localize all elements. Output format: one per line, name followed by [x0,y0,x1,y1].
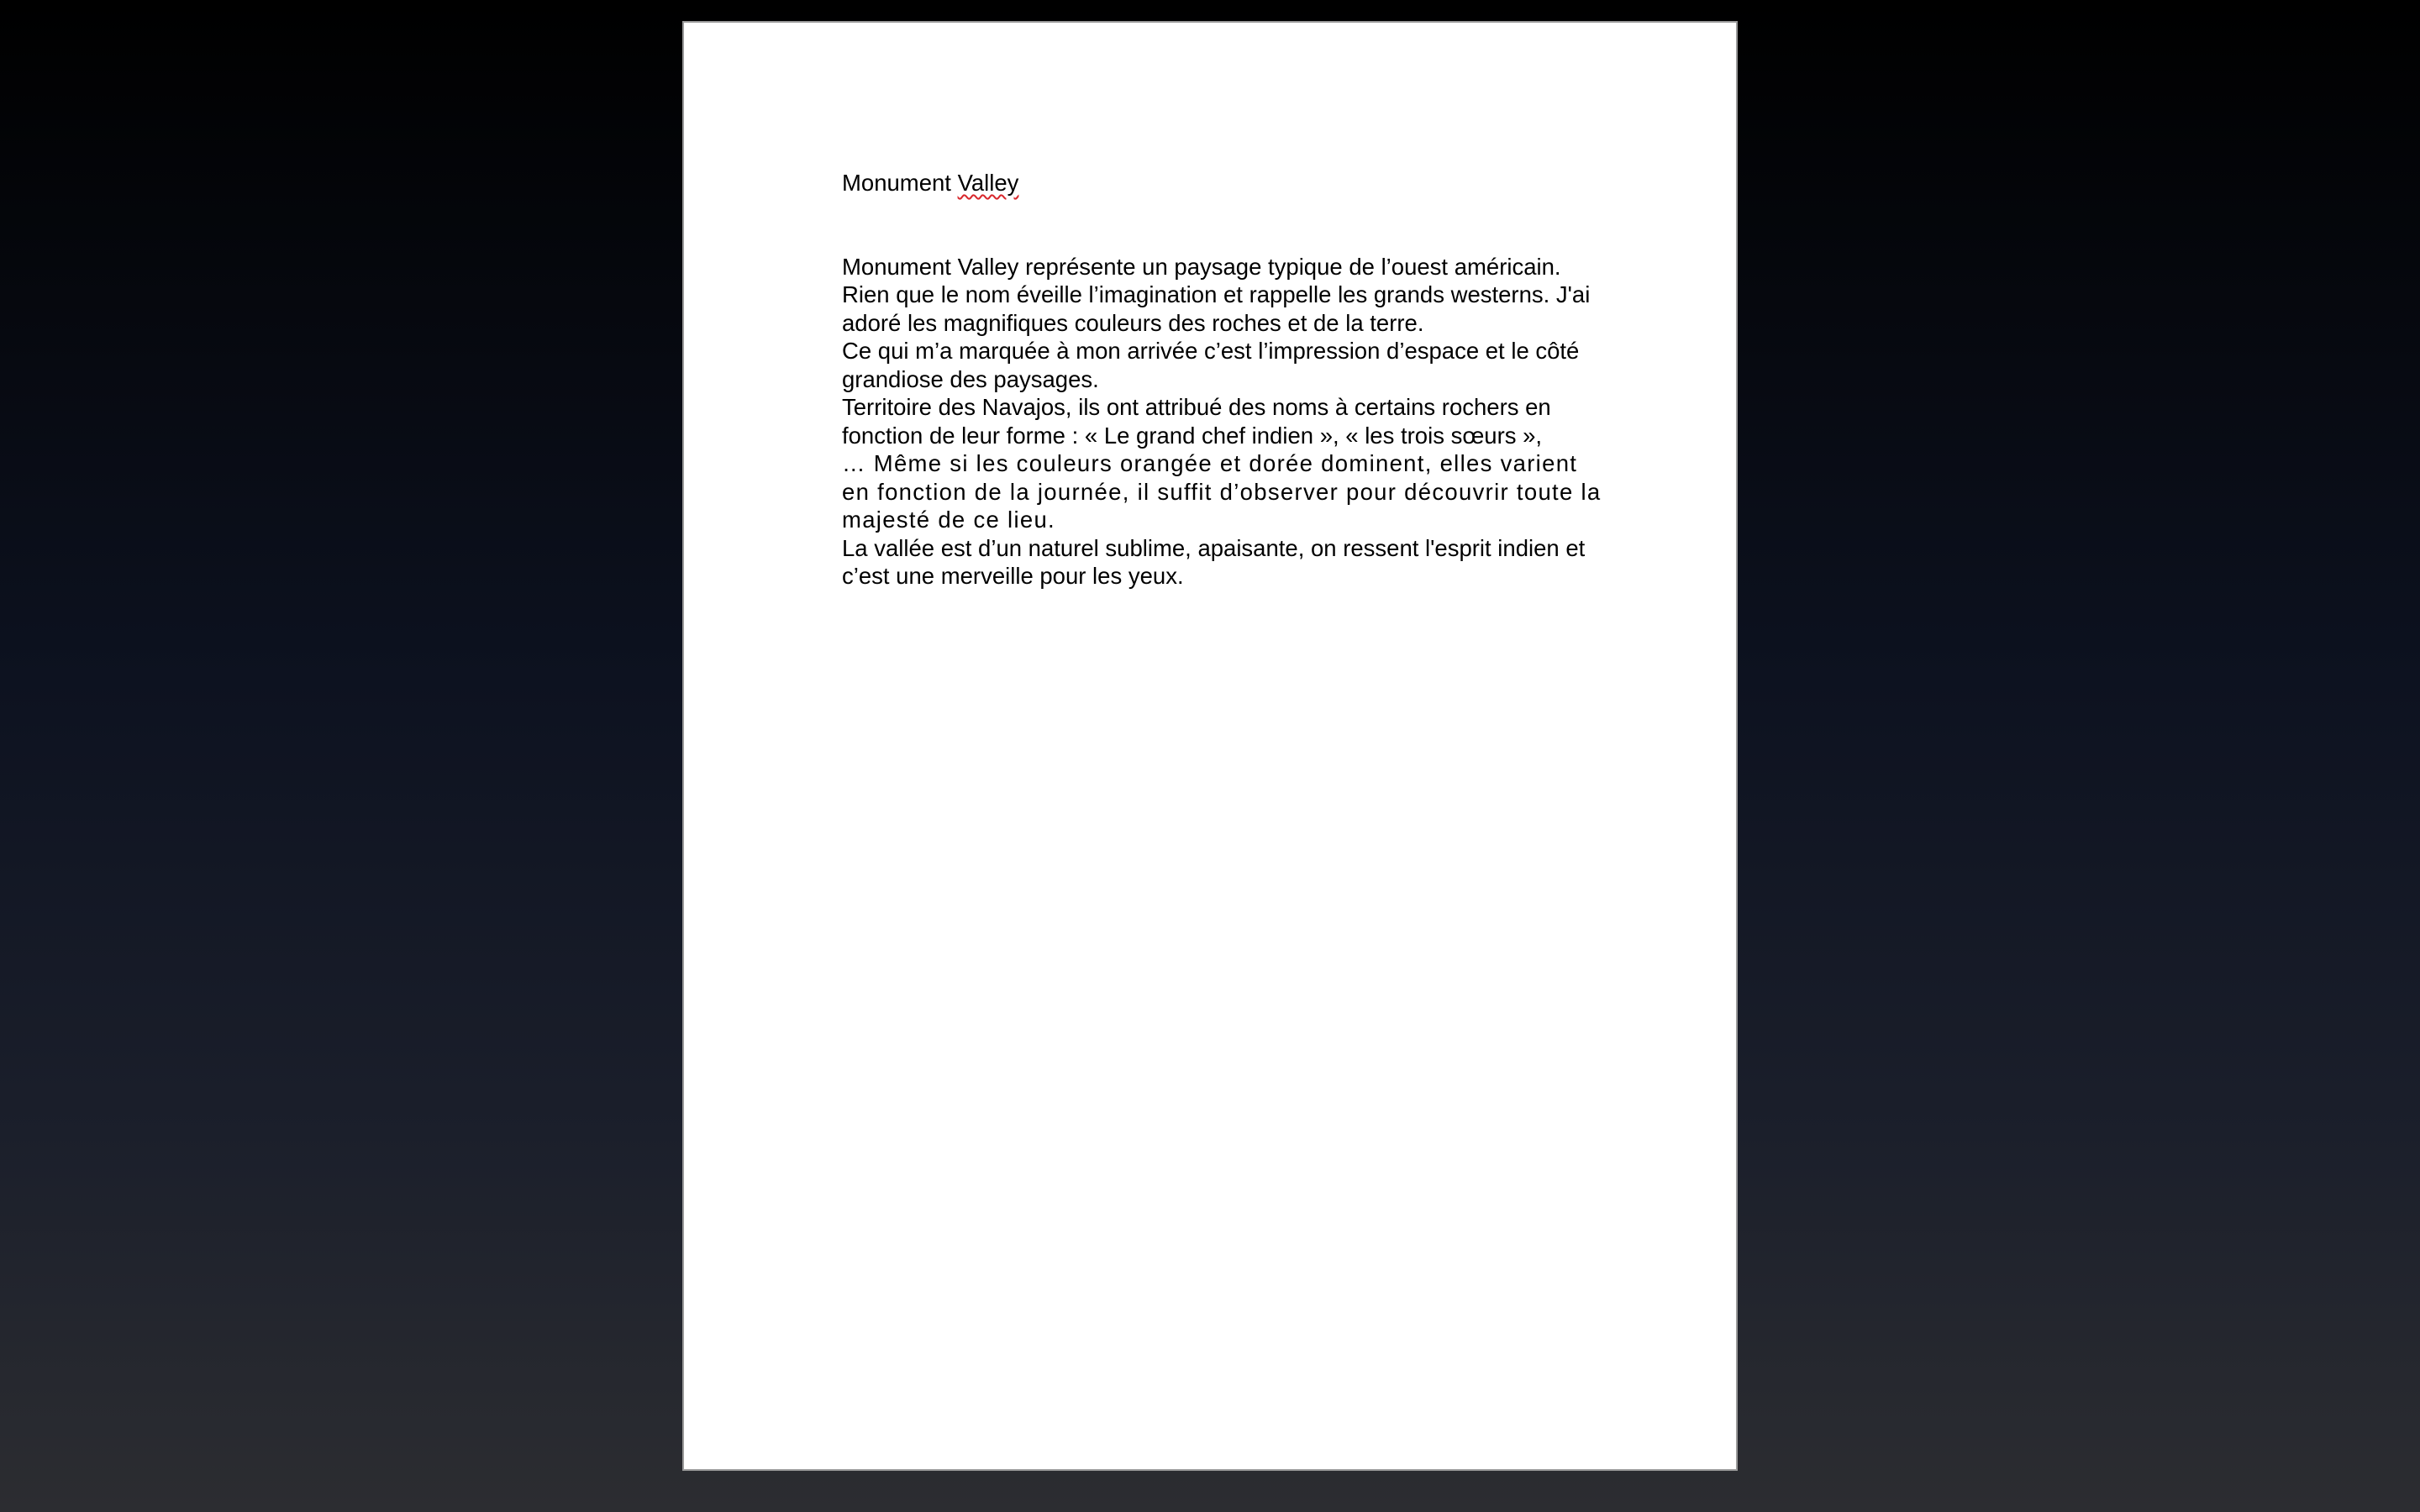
text-line-1: Monument Valley représente un paysage typique de l’ouest américain. [842,253,1561,280]
text-line-11: La vallée est d’un naturel sublime, apaisante, on ressent l'esprit indien et [842,534,1586,561]
title-word-1: Monument [842,170,951,196]
text-line-7: fonction de leur forme : « Le grand chef indien », « les trois sœurs », [842,422,1543,449]
document-paragraph [842,253,1639,591]
text-line-2: Rien que le nom éveille l’imagination et rappelle les grands westerns. J'ai [842,281,1591,307]
text-line-12: c’est une merveille pour les yeux. [842,563,1184,589]
text-line-5: grandiose des paysages. [842,365,1099,392]
document-page [682,21,1738,1471]
text-line-3: adoré les magnifiques couleurs des roches et de la terre. [842,309,1424,336]
title-word-2-misspelled[interactable]: Valley [957,170,1019,196]
document-title [842,169,1639,197]
text-line-9: en fonction de la journée, il suffit d’observer pour découvrir toute la [842,478,1602,505]
text-line-10: majesté de ce lieu. [842,507,1055,533]
document-body[interactable] [842,169,1639,591]
text-line-8: … Même si les couleurs orangée et dorée dominent, elles varient [842,450,1578,476]
text-line-6: Territoire des Navajos, ils ont attribué des noms à certains rochers en [842,394,1551,420]
text-line-4: Ce qui m’a marquée à mon arrivée c’est l’impression d’espace et le côté [842,338,1580,364]
